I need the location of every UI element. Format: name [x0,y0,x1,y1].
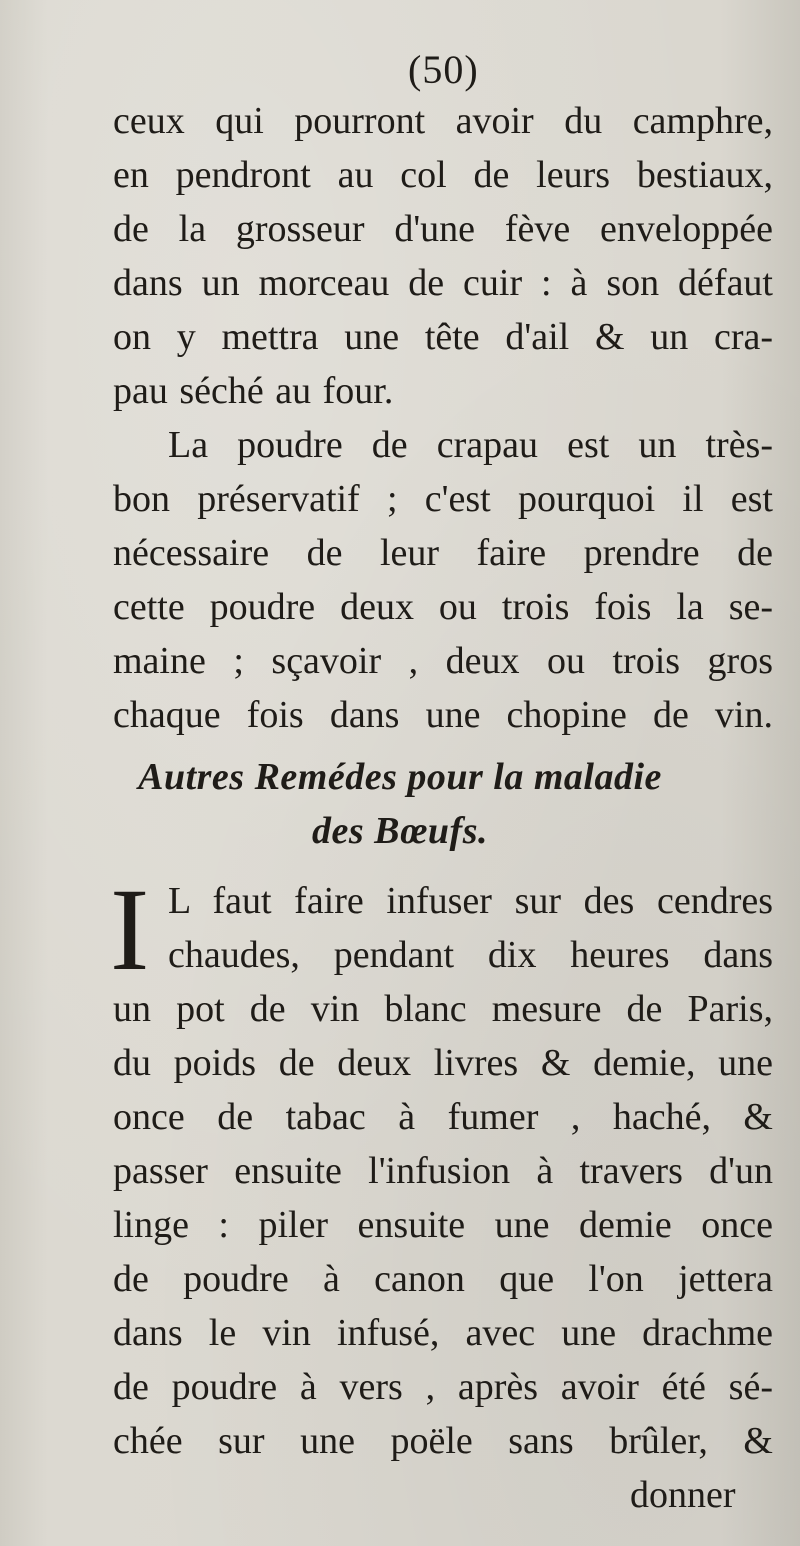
text-line: La poudre de crapau est un très- [168,424,773,466]
page-number: (50) [408,47,479,92]
text-line: chée sur une poële sans brûler, & [113,1420,773,1462]
text-line: chaque fois dans une chopine de vin. [113,694,773,736]
text-line: pau séché au four. [113,370,394,412]
text-line: bon préservatif ; c'est pourquoi il est [113,478,773,520]
section-heading-line-1: Autres Remédes pour la maladie [138,756,662,798]
text-line: de poudre à vers , après avoir été sé- [113,1366,773,1408]
text-line: dans le vin infusé, avec une drachme [113,1312,773,1354]
text-line: de poudre à canon que l'on jettera [113,1258,773,1300]
text-line: en pendront au col de leurs bestiaux, [113,154,773,196]
text-line: cette poudre deux ou trois fois la se- [113,586,773,628]
text-line: nécessaire de leur faire prendre de [113,532,773,574]
text-line: L faut faire infuser sur des cendres [168,880,773,922]
text-line: du poids de deux livres & demie, une [113,1042,773,1084]
section-heading-line-2: des Bœufs. [311,810,489,852]
text-line: dans un morceau de cuir : à son défaut [113,262,773,304]
text-line: linge : piler ensuite une demie once [113,1204,773,1246]
text-line: ceux qui pourront avoir du camphre, [113,100,773,142]
text-line: un pot de vin blanc mesure de Paris, [113,988,773,1030]
drop-cap: I [110,864,150,995]
text-line: on y mettra une tête d'ail & un cra- [113,316,773,358]
text-line: chaudes, pendant dix heures dans [168,934,773,976]
text-line: de la grosseur d'une fève enveloppée [113,208,773,250]
text-line: maine ; sçavoir , deux ou trois gros [113,640,773,682]
catchword: donner [630,1474,736,1516]
text-line: once de tabac à fumer , haché, & [113,1096,773,1138]
text-line: passer ensuite l'infusion à travers d'un [113,1150,773,1192]
